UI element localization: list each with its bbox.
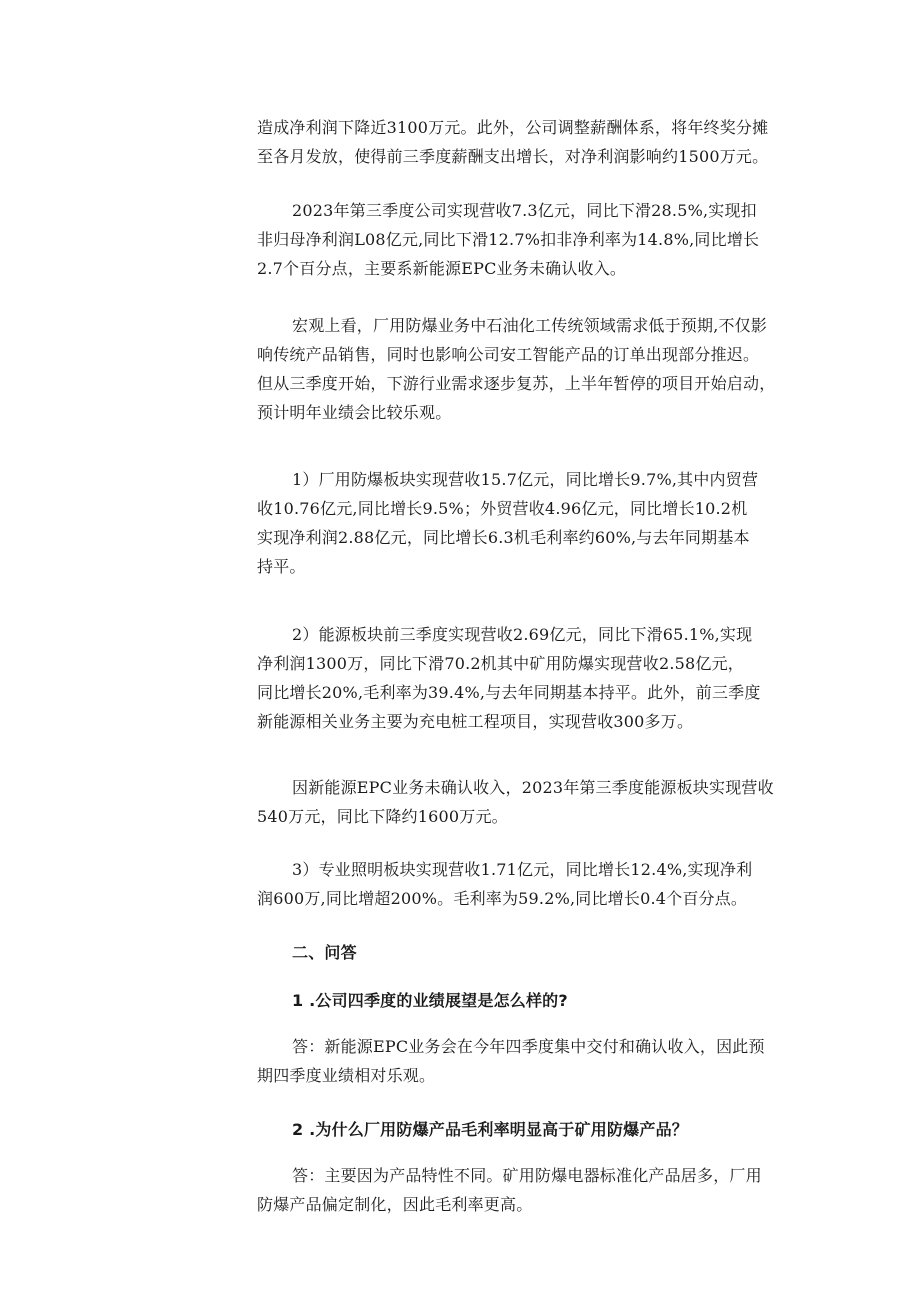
text-line: 收10.76亿元,同比增长9.5%；外贸营收4.96亿元，同比增长10.2机 <box>257 499 748 518</box>
paragraph-energy-segment <box>257 620 802 736</box>
text-line: 润600万,同比增超200%。毛利率为59.2%,同比增长0.4个百分点。 <box>257 889 748 908</box>
question-1 <box>257 986 802 1015</box>
text-line: 2023年第三季度公司实现营收7.3亿元，同比下滑28.5%,实现扣 <box>292 201 757 220</box>
text-line: 实现净利润2.88亿元，同比增长6.3机毛利率约60%,与去年同期基本 <box>257 528 750 547</box>
paragraph-net-profit-continuation <box>257 113 802 171</box>
text-line: 答：主要因为产品特性不同。矿用防爆电器标准化产品居多，厂用 <box>292 1166 762 1185</box>
answer-2 <box>257 1161 802 1219</box>
text-line: 净利润1300万，同比下滑70.2机其中矿用防爆实现营收2.58亿元， <box>257 654 744 673</box>
text-line: 非归母净利润L08亿元,同比下滑12.7%扣非净利率为14.8%,同比增长 <box>257 230 760 249</box>
text-line: 答：新能源EPC业务会在今年四季度集中交付和确认收入，因此预 <box>292 1037 765 1056</box>
paragraph-epc-revenue <box>257 773 802 831</box>
text-line: 预计明年业绩会比较乐观。 <box>257 403 452 422</box>
paragraph-lighting-segment <box>257 855 802 913</box>
section-heading-text: 二、问答 <box>292 943 357 962</box>
text-line: 2.7个百分点，主要系新能源EPC业务未确认收入。 <box>257 259 627 278</box>
paragraph-q3-revenue <box>257 196 802 283</box>
text-line: 造成净利润下降近3100万元。此外，公司调整薪酬体系，将年终奖分摊 <box>257 118 769 137</box>
text-line: 因新能源EPC业务未确认收入，2023年第三季度能源板块实现营收 <box>292 778 774 797</box>
question-2 <box>257 1115 802 1144</box>
question-text: 2 .为什么厂用防爆产品毛利率明显高于矿用防爆产品？ <box>292 1120 688 1139</box>
text-line: 2）能源板块前三季度实现营收2.69亿元，同比下滑65.1%,实现 <box>292 625 753 644</box>
text-line: 但从三季度开始，下游行业需求逐步复苏，上半年暂停的项目开始启动， <box>257 374 776 393</box>
text-line: 响传统产品销售，同时也影响公司安工智能产品的订单出现部分推迟。 <box>257 345 760 364</box>
paragraph-factory-explosion-proof <box>257 465 802 581</box>
text-line: 期四季度业绩相对乐观。 <box>257 1066 436 1085</box>
text-line: 至各月发放，使得前三季度薪酬支出增长，对净利润影响约1500万元。 <box>257 147 769 166</box>
answer-1 <box>257 1032 802 1090</box>
text-line: 540万元，同比下降约1600万元。 <box>257 807 508 826</box>
paragraph-macro-outlook <box>257 311 802 427</box>
section-heading-qa <box>257 938 802 967</box>
text-line: 防爆产品偏定制化，因此毛利率更高。 <box>257 1195 533 1214</box>
question-text: 1 .公司四季度的业绩展望是怎么样的? <box>292 991 568 1010</box>
text-line: 宏观上看，厂用防爆业务中石油化工传统领域需求低于预期,不仅影 <box>292 316 768 335</box>
text-line: 同比增长20%,毛利率为39.4%,与去年同期基本持平。此外，前三季度 <box>257 683 761 702</box>
text-line: 1）厂用防爆板块实现营收15.7亿元，同比增长9.7%,其中内贸营 <box>292 470 759 489</box>
text-line: 3）专业照明板块实现营收1.71亿元，同比增长12.4%,实现净利 <box>292 860 753 879</box>
text-line: 持平。 <box>257 557 306 576</box>
text-line: 新能源相关业务主要为充电桩工程项目，实现营收300多万。 <box>257 712 694 731</box>
